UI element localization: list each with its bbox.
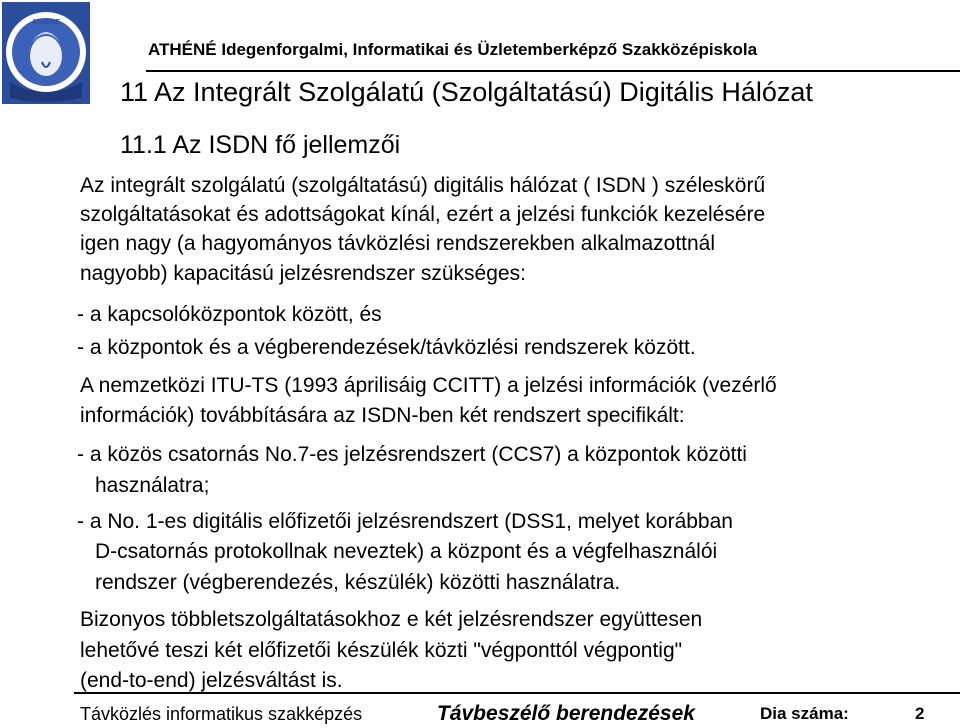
paragraph-line: információk) továbbítására az ISDN-ben két rendszert specifikált: [80,404,685,427]
section-heading: 11.1 Az ISDN fő jellemzői [120,131,401,159]
list-item: - a központok és a végberendezések/távközlési rendszerek között. [77,336,696,359]
paragraph-line: igen nagy (a hagyományos távközlési rendszerekben alkalmazottnál [80,232,716,255]
list-item-continuation: használatra; [95,474,210,497]
footer-topic: Távbeszélő berendezések [437,702,695,725]
list-item-continuation: D-csatornás protokollnak neveztek) a központ és a végfelhasználói [95,540,718,563]
school-name: ATHÉNÉ Idegenforgalmi, Informatikai és Üzletemberképző Szakközépiskola [148,40,758,59]
paragraph-line: nagyobb) kapacitású jelzésrendszer szükséges: [80,262,526,285]
list-item: - a No. 1-es digitális előfizetői jelzésrendszert (DSS1, melyet korábban [77,510,733,533]
footer-course: Távközlés informatikus szakképzés [80,704,363,724]
footer-divider [74,692,960,694]
paragraph-line: A nemzetközi ITU-TS (1993 áprilisáig CCITT) a jelzési információk (vezérlő [80,374,777,397]
page-title: 11 Az Integrált Szolgálatú (Szolgáltatású) Digitális Hálózat [120,77,813,107]
paragraph-line: Az integrált szolgálatú (szolgáltatású) digitális hálózat ( ISDN ) széleskörű [80,174,766,197]
header-divider [146,70,960,72]
list-item-continuation: rendszer (végberendezés, készülék) közötti használatra. [95,571,621,594]
paragraph-line: lehetővé teszi két előfizetői készülék közti "végponttól végpontig" [80,639,683,662]
logo-text: ATHENE [31,19,61,26]
paragraph-line: szolgáltatásokat és adottságokat kínál, ezért a jelzési funkciók kezelésére [80,203,766,226]
paragraph-line: (end-to-end) jelzésváltást is. [80,669,343,692]
school-logo [2,2,90,104]
list-item: - a kapcsolóközpontok között, és [77,303,382,326]
paragraph-line: Bizonyos többletszolgáltatásokhoz e két jelzésrendszer együttesen [80,608,703,631]
slide-number-label: Dia száma: [760,704,849,723]
list-item: - a közös csatornás No.7-es jelzésrendszert (CCS7) a központok közötti [77,443,747,466]
slide-number: 2 [915,704,925,723]
